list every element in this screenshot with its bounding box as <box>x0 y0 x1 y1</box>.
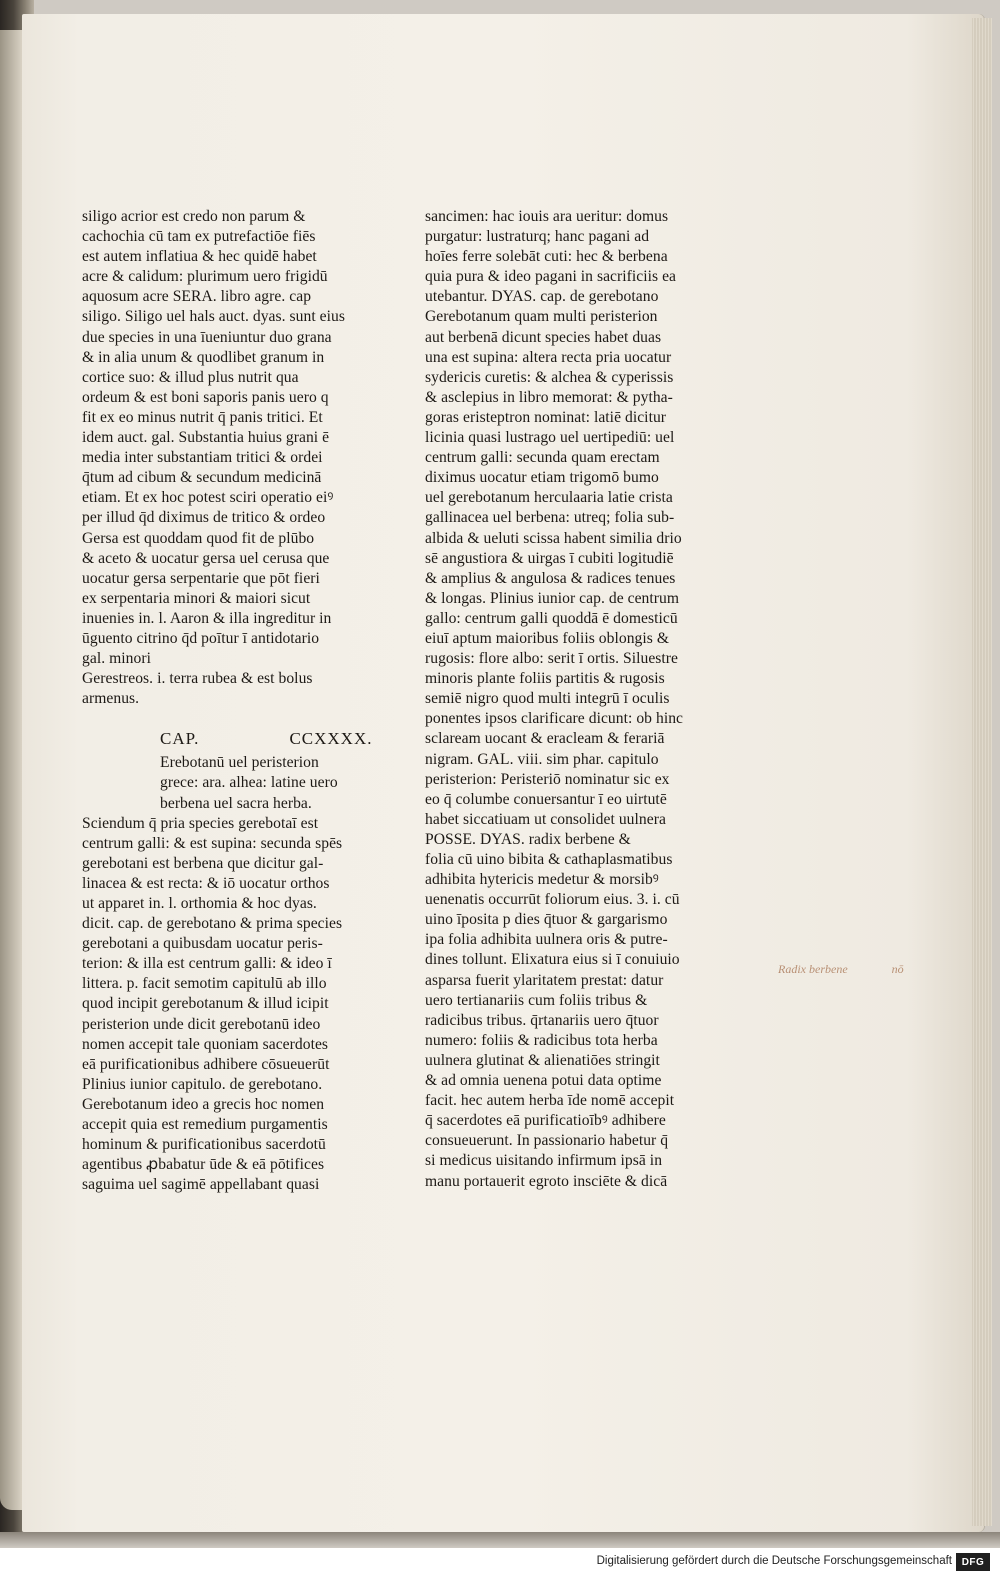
text-line: dicit. cap. de gerebotano & prima species <box>82 915 343 933</box>
text-line: sydericis curetis: & alchea & cyperissis <box>425 368 674 386</box>
text-line: ut apparet in. l. orthomia & hoc dyas. <box>82 895 317 912</box>
text-line: habet siccatiuam ut consolidet uulnera <box>425 810 666 828</box>
text-line: peristerion unde dicit gerebotanū ideo <box>82 1015 321 1033</box>
text-line: Gerestreos. i. terra rubea & est bolus <box>82 670 313 688</box>
text-line: linacea & est recta: & iō uocatur orthos <box>82 874 330 892</box>
text-line: & longas. Plinius iunior cap. de centrum <box>425 589 680 607</box>
text-line: & amplius & angulosa & radices tenues <box>425 569 676 587</box>
text-line: folia cū uino bibita & cathaplasmatibus <box>425 851 673 868</box>
text-line: facit. hec autem herba īde nomē accepit <box>425 1092 675 1110</box>
text-line: gerebotani a quibusdam uocatur peris- <box>82 935 323 953</box>
text-line: q̄ sacerdotes eā purificatioībꝰ adhibere <box>425 1112 666 1130</box>
text-line: POSSE. DYAS. radix berbene & <box>425 830 631 848</box>
text-line: minoris plante foliis partitis & rugosis <box>425 670 665 688</box>
text-line: ūguento citrino q̄d poītur ī antidotario <box>82 629 320 647</box>
text-line: uenenatis occurrūt foliorum eius. 3. i. cū <box>425 891 680 909</box>
text-line: uulnera glutinat & alienatiōes stringit <box>425 1051 660 1069</box>
page-bottom-shadow <box>0 1532 1000 1548</box>
page-stack-edge <box>972 18 992 1526</box>
chapter-intro <box>82 753 358 813</box>
chapter-heading <box>82 729 373 753</box>
text-line: inuenies in. l. Aaron & illa ingreditur in <box>82 609 332 627</box>
text-line: sē angustiora & uirgas ī cubiti logitudiē <box>425 549 674 567</box>
text-line: sclaream uocant & eracleam & ferariā <box>425 730 665 748</box>
chapter-label: CAP. <box>160 729 200 749</box>
text-line: gallinacea uel berbena: utreq; folia sub- <box>425 509 675 527</box>
text-line: siligo acrior est credo non parum & <box>82 208 306 225</box>
text-line: si medicus uisitando infirmum ipsā in <box>425 1152 663 1170</box>
left-column-bottom-lines <box>82 814 358 1196</box>
text-line: Gerebotanum quam multi peristerion <box>425 308 658 326</box>
text-line: asparsa fuerit ylaritatem prestat: datur <box>425 971 664 989</box>
text-line: ponentes ipsos clarificare dicunt: ob hinc <box>425 710 684 728</box>
text-line: media inter substantiam tritici & ordei <box>82 449 323 467</box>
marginal-annotation <box>778 962 904 977</box>
chapter-intro-line: grece: ara. alhea: latine uero <box>160 774 338 792</box>
text-line: adhibita hytericis medetur & morsibꝰ <box>425 871 659 889</box>
text-line: accepit quia est remedium purgamentis <box>82 1116 328 1134</box>
dfg-logo: DFG <box>956 1553 990 1571</box>
text-line: goras eristeptron nominat: latiē dicitur <box>425 408 667 426</box>
text-line: rugosis: flore albo: serit ī ortis. Siluestre <box>425 650 679 668</box>
text-line: licinia quasi lustrago uel uertipediū: uel <box>425 429 675 447</box>
text-line: aquosum acre SERA. libro agre. cap <box>82 288 312 306</box>
text-line: eiuī aptum maioribus foliis oblongis & <box>425 629 670 647</box>
text-line: radicibus tribus. q̄rtanariis uero q̄tuor <box>425 1011 659 1029</box>
text-line: albida & ueluti scissa habent similia drio <box>425 529 682 547</box>
text-line: manu portauerit egroto insciēte & dicā <box>425 1172 668 1190</box>
text-line: dines tollunt. Elixatura eius si ī conuiuio <box>425 951 680 969</box>
chapter-intro-line: Erebotanū uel peristerion <box>160 754 319 772</box>
text-line: fit ex eo minus nutrit q̄ panis tritici. Et <box>82 408 323 426</box>
text-line: terion: & illa est centrum galli: & ideo ī <box>82 955 332 973</box>
text-line: sancimen: hac iouis ara ueritur: domus <box>425 208 669 225</box>
text-line: cachochia cū tam ex putrefactiōe fiēs <box>82 228 316 246</box>
text-line: acre & calidum: plurimum uero frigidū <box>82 268 328 286</box>
text-line: & aceto & uocatur gersa uel cerusa que <box>82 549 330 567</box>
text-line: idem auct. gal. Substantia huius grani ē <box>82 429 330 447</box>
text-line: numero: foliis & radicibus tota herba <box>425 1031 658 1049</box>
text-line: semiē nigro quod multi integrū ī oculis <box>425 690 670 708</box>
footer-credit: Digitalisierung gefördert durch die Deutsche Forschungsgemeinschaft <box>596 1555 952 1567</box>
text-line: saguima uel sagimē appellabant quasi <box>82 1176 320 1194</box>
text-line: littera. p. facit semotim capitulū ab illo <box>82 975 327 993</box>
text-line: nigram. GAL. viii. sim phar. capitulo <box>425 750 659 768</box>
text-line: consueuerunt. In passionario habetur q̄ <box>425 1132 669 1150</box>
marginal-annotation-abbrev: nō <box>891 962 904 976</box>
chapter-number: CCXXXX. <box>289 729 373 749</box>
text-line: eā purificationibus adhibere cōsueuerūt <box>82 1055 330 1073</box>
left-text-column <box>82 207 373 1195</box>
text-line: eo q̄ columbe conuersantur ī eo uirtutē <box>425 790 667 808</box>
text-line: armenus. <box>82 690 140 708</box>
right-text-column <box>425 207 697 1192</box>
text-line: siligo. Siligo uel hals auct. dyas. sunt eius <box>82 308 345 326</box>
text-line: & in alia unum & quodlibet granum in <box>82 348 325 366</box>
text-line: gallo: centrum galli quoddā ē domesticū <box>425 609 678 627</box>
text-line: & asclepius in libro memorat: & pytha- <box>425 388 673 406</box>
text-line: Gersa est quoddam quod fit de plūbo <box>82 529 315 547</box>
text-line: peristerion: Peristeriō nominatur sic ex <box>425 770 670 788</box>
text-line: quia pura & ideo pagani in sacrificiis ea <box>425 268 677 286</box>
text-line: diximus uocatur etiam trigomō bumo <box>425 469 659 487</box>
text-line: est autem inflatiua & hec quidē habet <box>82 248 317 266</box>
text-line: cortice suo: & illud plus nutrit qua <box>82 368 299 386</box>
text-line: Gerebotanum ideo a grecis hoc nomen <box>82 1095 325 1113</box>
text-line: gerebotani est berbena que dicitur gal- <box>82 854 324 872</box>
text-line: quod incipit gerebotanum & illud icipit <box>82 995 329 1013</box>
text-line: centrum galli: & est supina: secunda spēs <box>82 834 343 852</box>
text-line: & ad omnia uenena potui data optime <box>425 1072 662 1090</box>
text-line: uino īposita p dies q̄tuor & gargarismo <box>425 911 668 929</box>
text-line: hoīes ferre solebāt cuti: hec & berbena <box>425 248 668 266</box>
previous-page-edge <box>0 30 22 1510</box>
text-line: q̄tum ad cibum & secundum medicinā <box>82 469 322 487</box>
text-line: ex serpentaria minori & maiori sicut <box>82 589 311 607</box>
text-line: aut berbenā dicunt species habet duas <box>425 328 662 346</box>
text-line: agentibus ꝓbabatur ūde & eā pōtifices <box>82 1156 325 1174</box>
marginal-annotation-text: Radix berbene <box>778 962 848 976</box>
text-line: ipa folia adhibita uulnera oris & putre- <box>425 931 668 949</box>
text-line: due species in una īueniuntur duo grana <box>82 328 332 346</box>
text-line: Plinius iunior capitulo. de gerebotano. <box>82 1075 323 1093</box>
text-line: uero tertianariis cum foliis tribus & <box>425 991 648 1009</box>
text-line: uel gerebotanum herculaaria latie crista <box>425 489 673 507</box>
text-line: nomen accepit tale quoniam sacerdotes <box>82 1035 329 1053</box>
text-line: ordeum & est boni saporis panis uero q <box>82 388 329 406</box>
text-line: purgatur: lustraturq; hanc pagani ad <box>425 228 650 246</box>
text-line: etiam. Et ex hoc potest sciri operatio eiꝰ <box>82 489 334 507</box>
text-line: utebantur. DYAS. cap. de gerebotano <box>425 288 659 306</box>
text-line: centrum galli: secunda quam erectam <box>425 449 660 467</box>
text-line: per illud q̄d diximus de tritico & ordeo <box>82 509 326 527</box>
chapter-intro-line: berbena uel sacra herba. <box>160 794 312 812</box>
text-line: hominum & purificationibus sacerdotū <box>82 1136 326 1154</box>
left-column-top-lines <box>82 207 358 709</box>
text-line: una est supina: altera recta pria uocatur <box>425 348 672 366</box>
text-line: uocatur gersa serpentarie que pōt fieri <box>82 569 320 587</box>
text-line: gal. minori <box>82 650 151 668</box>
text-line: Sciendum q̄ pria species gerebotaī est <box>82 814 319 832</box>
